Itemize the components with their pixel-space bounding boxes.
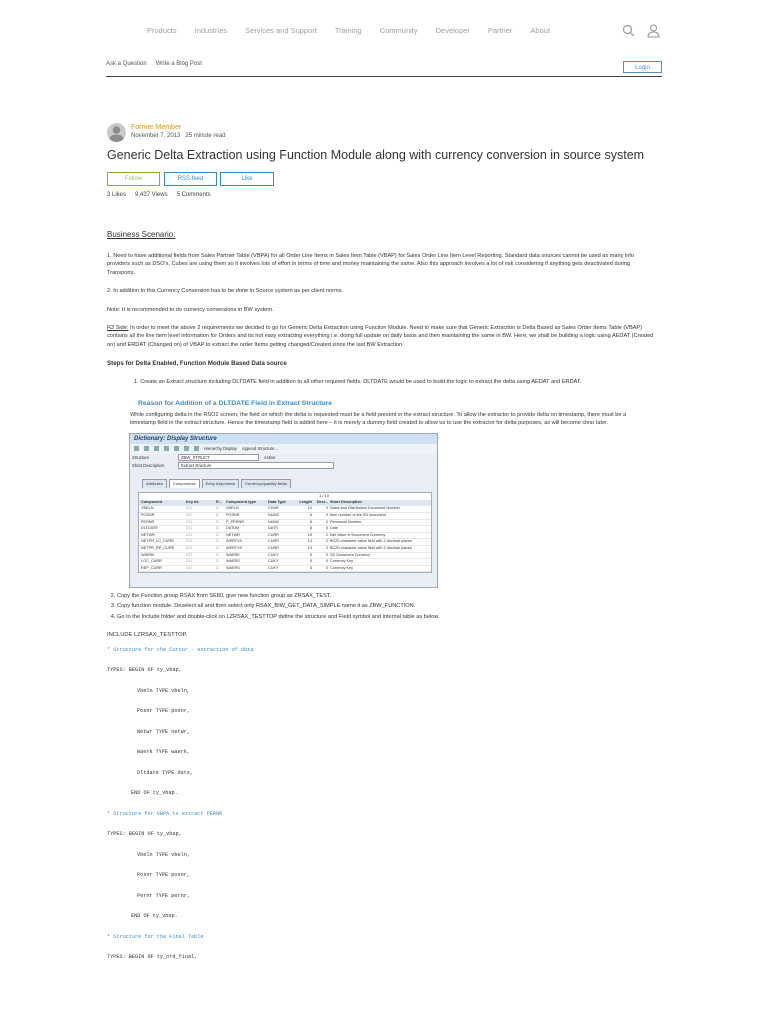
- table-pager: 1 / 10: [319, 492, 330, 498]
- code-line: Vbeln TYPE vbeln,: [137, 851, 190, 858]
- reason-text: While configuring delta in the RSO2 screen, the field on which the delta is requested must be a field present in the extract structure. To allow the extractor to provide delta on timestamp, there must be a timestamp field in the extract structure. Hence the timestamp field is added here – it is merely a dummy field created to allow us to use the extractor for delta purposes, as will become clear later.: [130, 412, 627, 427]
- components-table: [138, 492, 432, 574]
- table-cell: VBELN: [141, 506, 154, 511]
- table-cell: 2: [325, 539, 328, 544]
- table-cell: CURR: [268, 532, 279, 537]
- table-cell: □: [216, 512, 219, 517]
- steps-heading: Steps for Delta Enabled, Function Module Based Data source: [107, 360, 287, 368]
- table-cell: □: [216, 545, 219, 550]
- table-cell: P_PERNR: [226, 519, 244, 524]
- table-header: Component Key Ini. R... Component type Data Type Length Deci... Short Description: [139, 500, 431, 507]
- table-cell: 5: [309, 565, 312, 570]
- table-cell: DATS: [268, 526, 278, 531]
- table-cell: □: [216, 506, 219, 511]
- rss-feed-button[interactable]: RSS feed: [164, 172, 217, 186]
- code-line: Dltdate TYPE dats,: [137, 769, 194, 776]
- table-cell: □: [216, 552, 219, 557]
- table-cell: Currency Key: [330, 559, 354, 564]
- nav-community[interactable]: Community: [379, 26, 418, 35]
- table-cell: 15: [307, 532, 312, 537]
- table-cell: □ □: [186, 532, 192, 537]
- table-cell: Currency Key: [330, 565, 354, 570]
- activate-icon: [174, 446, 179, 451]
- author-name[interactable]: Former Member: [131, 124, 182, 131]
- table-cell: POSNR: [226, 512, 240, 517]
- code-line: TYPES: BEGIN OF ty_ord_final,: [107, 954, 198, 961]
- nav-services[interactable]: Services and Support: [245, 26, 317, 35]
- table-cell: NETWR: [141, 532, 155, 537]
- table-cell: BC20-character value field with 2 decimal places: [330, 545, 412, 550]
- code-line: Netwr TYPE netwr,: [137, 728, 190, 735]
- append-structure: Append Structure...: [241, 445, 278, 451]
- top-nav: [147, 26, 568, 35]
- nav-partner[interactable]: Partner: [487, 26, 513, 35]
- table-cell: 6: [309, 512, 312, 517]
- table-cell: SD Document Currency: [330, 552, 371, 557]
- likes-count: 3 Likes: [107, 192, 127, 198]
- write-blog-link[interactable]: Write a Blog Post: [155, 61, 202, 67]
- structure-status: Active: [264, 454, 276, 460]
- table-cell: □: [216, 532, 219, 537]
- follow-button[interactable]: Follow: [107, 172, 160, 186]
- nav-training[interactable]: Training: [334, 26, 362, 35]
- search-icon[interactable]: [622, 24, 635, 38]
- table-cell: NUMC: [268, 519, 280, 524]
- info-icon: [194, 446, 199, 451]
- code-line: Posnr TYPE posnr,: [137, 872, 190, 879]
- comments-count[interactable]: 5 Comments: [176, 192, 211, 198]
- hierarchy-display: Hierarchy Display: [204, 445, 237, 451]
- sap-screenshot: [129, 433, 438, 588]
- table-cell: 13: [307, 545, 312, 550]
- table-row: [139, 520, 431, 527]
- table-cell: BC20-character value field with 2 decimal places: [330, 539, 412, 544]
- table-cell: 13: [307, 539, 312, 544]
- table-cell: DATUM: [226, 526, 240, 531]
- code-block: [107, 640, 655, 968]
- table-cell: □ □: [186, 526, 192, 531]
- step-1: 1. Create an Extract structure including DLTDATE field in addition to all other required fields. DLTDATE would be used to build the logic to extract the delta using AEDAT and ERDAT.: [134, 379, 582, 386]
- screenshot-title: Dictionary: Display Structure: [130, 434, 437, 444]
- code-line: TYPES: BEGIN OF ty_vbap,: [107, 667, 182, 674]
- table-cell: □: [216, 526, 219, 531]
- table-cell: □ □: [186, 565, 192, 570]
- paragraph-1: 1. Need to have additional fields from Sales Partner Table (VBPA) for all Order Line Items in Sales Item Table (VBAP) for Sales Order Line Item Level Reporting. Standard data sources cannot be used as many info providers such as DSO's, Cubes are using them so it involves lots of effort in terms of time and money maintaining the same. Also this approach involves a lot of risk considering if anything gets deactivated during Transports.: [107, 253, 635, 276]
- post-date: November 7, 2013: [131, 133, 181, 139]
- table-cell: WAERS: [226, 559, 240, 564]
- subnav: [106, 61, 202, 67]
- table-cell: 5: [309, 559, 312, 564]
- code-line: Waerk TYPE waerk,: [137, 749, 190, 756]
- code-comment: * Structure for the Cursor - extraction of data: [107, 646, 254, 653]
- edit-icon: [154, 446, 159, 451]
- code-line: TYPES: BEGIN OF ty_vbap,: [107, 831, 182, 838]
- table-cell: □ □: [186, 539, 192, 544]
- table-cell: □ □: [186, 545, 192, 550]
- table-cell: 0: [325, 526, 328, 531]
- code-comment: * Structure for the Final Table: [107, 933, 204, 940]
- tab-components: Components: [169, 479, 200, 488]
- page-title: Generic Delta Extraction using Function Module along with currency conversion in source system: [107, 148, 645, 162]
- structure-row: [132, 454, 437, 462]
- table-cell: REP_CURR: [141, 565, 162, 570]
- forward-icon: [144, 446, 149, 451]
- code-comment: * Structure for VBPA to extract PERNR: [107, 810, 223, 817]
- table-cell: CURR: [268, 539, 279, 544]
- structure-label: Structure: [132, 454, 149, 460]
- table-cell: □: [216, 559, 219, 564]
- table-cell: Personnel Number: [330, 519, 362, 524]
- table-cell: □ □: [186, 519, 192, 524]
- table-cell: NETPR_RP_CURR: [141, 545, 175, 550]
- read-time: 25 minute read: [185, 133, 226, 139]
- table-cell: □ □: [186, 552, 192, 557]
- step-3: 3. Copy function module. Deselect all and then select only RSAX_BIW_GET_DATA_SIMPLE name it as ZBW_FUNCTION.: [117, 602, 655, 610]
- paragraph-4-text: In order to meet the above 2 requirements we decided to go for Generic Delta Extraction using Function Module. Need to make sure that Generic Extraction is Delta Based as Sales Order Items Table (VBAP) contains all the line item level information for Orders and its not easy extracting everything i.e. doing full update on daily basis and then maintaining the same in BW. Here, we shall be building a logic using AEDAT (Created on) and ERDAT (Changed on) of VBAP to extract the order Items getting changed/Created since the last BW Extraction.: [107, 324, 654, 348]
- table-cell: CUKY: [268, 552, 279, 557]
- post-meta: [131, 133, 225, 139]
- post-stats: [107, 192, 211, 198]
- tree-icon: [184, 446, 189, 451]
- table-cell: CUKY: [268, 565, 279, 570]
- table-cell: Sales and Distribution Document Number: [330, 506, 400, 511]
- table-cell: LOC_CURR: [141, 559, 162, 564]
- table-cell: 2: [325, 532, 328, 537]
- back-icon: [134, 446, 139, 451]
- table-cell: WERTV9: [226, 545, 242, 550]
- table-cell: DLTDATE: [141, 526, 158, 531]
- ask-question-link[interactable]: Ask a Question: [106, 61, 147, 67]
- code-line: Vbeln TYPE vbeln,: [137, 687, 190, 694]
- table-row: [139, 526, 431, 533]
- table-cell: WERTV9: [226, 539, 242, 544]
- table-row: [139, 513, 431, 520]
- table-cell: 8: [309, 519, 312, 524]
- steps-list: [107, 592, 655, 621]
- table-row: [139, 506, 431, 513]
- desc-label: Short Description: [132, 462, 165, 468]
- table-cell: CUKY: [268, 559, 279, 564]
- code-line: END OF ty_vbap.: [131, 913, 178, 920]
- table-cell: 0: [325, 565, 328, 570]
- table-cell: 0: [325, 552, 328, 557]
- paragraph-4: [107, 324, 655, 349]
- table-cell: □ □: [186, 512, 192, 517]
- table-row: [139, 553, 431, 560]
- tab-currency: Currency/quantity fields: [241, 479, 291, 488]
- nav-developer[interactable]: Developer: [435, 26, 470, 35]
- table-cell: □ □: [186, 506, 192, 511]
- nav-products[interactable]: Products: [147, 26, 177, 35]
- r3-side-label: R3 Side:: [107, 324, 129, 331]
- table-cell: 0: [325, 559, 328, 564]
- table-row: [139, 539, 431, 546]
- table-row: [139, 533, 431, 540]
- table-row: [139, 559, 431, 566]
- table-cell: 0: [325, 519, 328, 524]
- reason-heading: Reason for Addition of a DLTDATE Field in Extract Structure: [138, 399, 332, 407]
- table-cell: □: [216, 565, 219, 570]
- table-cell: WAERS: [226, 565, 240, 570]
- nav-about[interactable]: About: [530, 26, 551, 35]
- table-cell: □: [216, 519, 219, 524]
- views-count: 9,437 Views: [135, 192, 168, 198]
- table-cell: Net Value in Document Currency: [330, 532, 386, 537]
- table-cell: □ □: [186, 559, 192, 564]
- include-line: INCLUDE LZRSAX_TESTTOP.: [107, 631, 188, 638]
- table-cell: NETWR: [226, 532, 240, 537]
- table-cell: Item number of the SD document: [330, 512, 386, 517]
- table-cell: WAERK: [226, 552, 240, 557]
- tab-entry-help: Entry help/check: [202, 479, 240, 488]
- code-line: Pernr TYPE pernr,: [137, 892, 190, 899]
- table-cell: 8: [309, 526, 312, 531]
- divider: [106, 76, 662, 77]
- user-icon[interactable]: [647, 24, 660, 38]
- table-row: [139, 546, 431, 553]
- login-button[interactable]: Login: [623, 61, 662, 73]
- table-cell: CHAR: [268, 506, 279, 511]
- table-cell: WAERK: [141, 552, 155, 557]
- table-cell: 0: [325, 506, 328, 511]
- table-cell: 10: [307, 506, 312, 511]
- like-button[interactable]: Like: [220, 172, 274, 186]
- screenshot-tabs: [142, 479, 437, 488]
- table-row: [139, 566, 431, 573]
- table-cell: 2: [325, 545, 328, 550]
- table-cell: 5: [309, 552, 312, 557]
- code-line: END OF ty_vbap.: [131, 790, 178, 797]
- table-cell: NUMC: [268, 512, 280, 517]
- table-cell: POSNR: [141, 512, 155, 517]
- desc-row: [132, 462, 437, 470]
- table-body: [139, 506, 431, 572]
- table-cell: □: [216, 539, 219, 544]
- screenshot-toolbar: [130, 444, 437, 454]
- check-icon: [164, 446, 169, 451]
- avatar-icon[interactable]: [107, 123, 126, 142]
- table-cell: NETPR_LC_CURR: [141, 539, 174, 544]
- article-body: [107, 229, 655, 968]
- paragraph-3: Note: It is recommended to do currency conversions in BW system.: [107, 306, 274, 313]
- step-4: 4. Go to the Include folder and double-click on LZRSAX_TESTTOP define the structure and Field symbol and internal table as below.: [117, 613, 655, 621]
- table-cell: VBELN: [226, 506, 239, 511]
- nav-icons: [622, 24, 660, 38]
- table-cell: 0: [325, 512, 328, 517]
- nav-industries[interactable]: Industries: [194, 26, 228, 35]
- code-line: Posnr TYPE posnr,: [137, 708, 190, 715]
- table-cell: PERNR: [141, 519, 155, 524]
- tab-attributes: Attributes: [142, 479, 167, 488]
- section-heading: Business Scenario:: [107, 230, 176, 239]
- table-cell: Date: [330, 526, 339, 531]
- structure-value: ZBW_STRUCT: [178, 454, 259, 461]
- paragraph-2: 2. In addition to this Currency Conversion has to be done in Source system as per client norms.: [107, 288, 343, 295]
- desc-value: Extract structure: [178, 462, 334, 469]
- step-2: 2. Copy the Function group RSAX from SE80, give new function group as ZRSAX_TEST.: [117, 592, 655, 600]
- table-cell: CURR: [268, 545, 279, 550]
